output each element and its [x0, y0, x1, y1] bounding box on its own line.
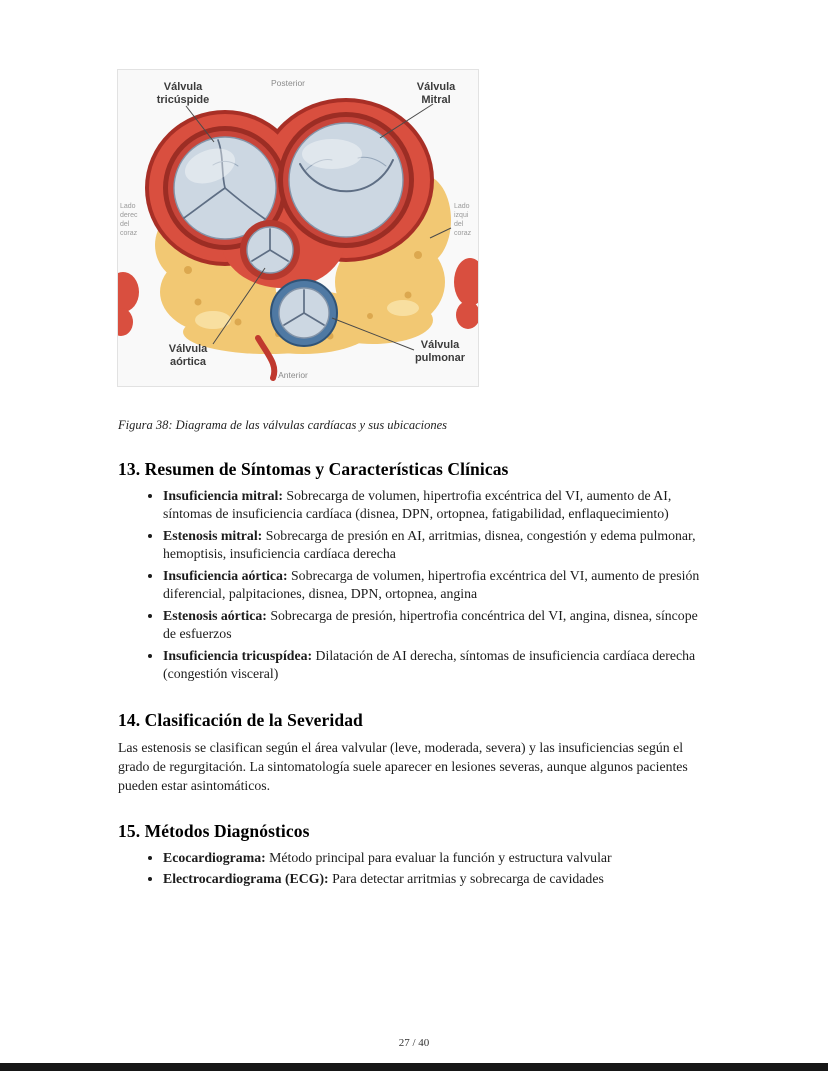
- diagnostic-bullet: [163, 849, 710, 867]
- bullet-term: Estenosis aórtica:: [163, 607, 267, 623]
- tricuspid-label: Válvula: [163, 81, 203, 93]
- symptom-bullet: [163, 607, 710, 644]
- page-bottom-edge: [0, 1063, 828, 1071]
- symptom-bullet: [163, 527, 710, 564]
- pulmonary-label-2: pulmonar: [414, 352, 466, 364]
- symptom-bullet: [163, 647, 710, 684]
- figure-caption: Figura 38: Diagrama de las válvulas cardíacas y sus ubicaciones: [118, 418, 448, 432]
- left-side-label-1: Lado: [120, 203, 136, 210]
- bullet-text: Para detectar arritmias y sobrecarga de cavidades: [332, 871, 604, 887]
- left-side-label-3: del: [120, 221, 130, 228]
- diagnostics-list: [118, 849, 710, 889]
- section-13-heading: 13. Resumen de Síntomas y Características Clínicas: [118, 459, 509, 479]
- bullet-term: Insuficiencia tricuspídea:: [163, 647, 313, 663]
- aortic-label: Válvula: [168, 343, 208, 355]
- posterior-label: Posterior: [270, 78, 306, 88]
- right-side-label-2: izqui: [454, 212, 469, 219]
- mitral-label-2: Mitral: [421, 94, 451, 106]
- bullet-text: Sobrecarga de presión en AI, arritmias, disnea, congestión y edema pulmonar, hemoptisis, insuficiencia cardíaca derecha: [163, 527, 696, 562]
- pulmonary-valve: [271, 280, 337, 346]
- bullet-text: Sobrecarga de volumen, hipertrofia excéntrica del VI, aumento de AI, síntomas de insuficiencia cardíaca (disnea, DPN, ortopnea, fatigabilidad, enflaquecimiento): [163, 488, 672, 522]
- aortic-label-2: aórtica: [169, 356, 207, 368]
- heart-valves-diagram: [118, 70, 478, 386]
- bullet-term: Insuficiencia mitral:: [163, 488, 283, 503]
- page-content: [118, 70, 710, 892]
- symptom-bullet: [163, 567, 710, 604]
- symptom-bullet: [163, 487, 710, 524]
- aortic-valve: [240, 220, 300, 280]
- mitral-valve: [278, 112, 414, 248]
- section-15-heading: 15. Métodos Diagnósticos: [118, 820, 310, 841]
- left-side-label-4: coraz: [120, 230, 138, 237]
- section-14-heading: 14. Clasificación de la Severidad: [118, 709, 363, 730]
- right-side-label-1: Lado: [454, 203, 470, 210]
- left-side-label-2: derec: [120, 212, 138, 219]
- tricuspid-label-2: tricúspide: [156, 94, 210, 106]
- bullet-term: Estenosis mitral:: [163, 527, 263, 543]
- bullet-text: Dilatación de AI derecha, síntomas de insuficiencia cardíaca derecha (congestión visceral): [163, 647, 696, 682]
- bullet-text: Método principal para evaluar la función y estructura valvular: [269, 849, 612, 865]
- bullet-term: Insuficiencia aórtica:: [163, 567, 288, 583]
- diagnostic-bullet: [163, 870, 710, 888]
- bullet-term: Electrocardiograma (ECG):: [163, 871, 329, 887]
- mitral-label: Válvula: [416, 81, 456, 93]
- bullet-text: Sobrecarga de presión, hipertrofia concéntrica del VI, angina, disnea, síncope de esfuerzos: [163, 607, 698, 642]
- right-side-label-3: del: [454, 221, 464, 228]
- page-number: 27 / 40: [398, 1037, 430, 1049]
- pulmonary-label: Válvula: [420, 339, 460, 351]
- right-side-label-4: coraz: [454, 230, 472, 237]
- symptom-list: [118, 487, 710, 684]
- severity-paragraph: Las estenosis se clasifican según el área valvular (leve, moderada, severa) y las insuficiencias según el grado de regurgitación. La sintomatología suele aparecer en lesiones severas, aunque algunos pacientes pueden estar asintomáticos.: [118, 739, 688, 793]
- figure-panel: [118, 70, 478, 386]
- bullet-text: Sobrecarga de volumen, hipertrofia excéntrica del VI, aumento de presión diferencial, palpitaciones, disnea, DPN, ortopnea, angina: [163, 567, 700, 602]
- anterior-label: Anterior: [278, 370, 308, 380]
- bullet-term: Ecocardiograma:: [163, 849, 266, 865]
